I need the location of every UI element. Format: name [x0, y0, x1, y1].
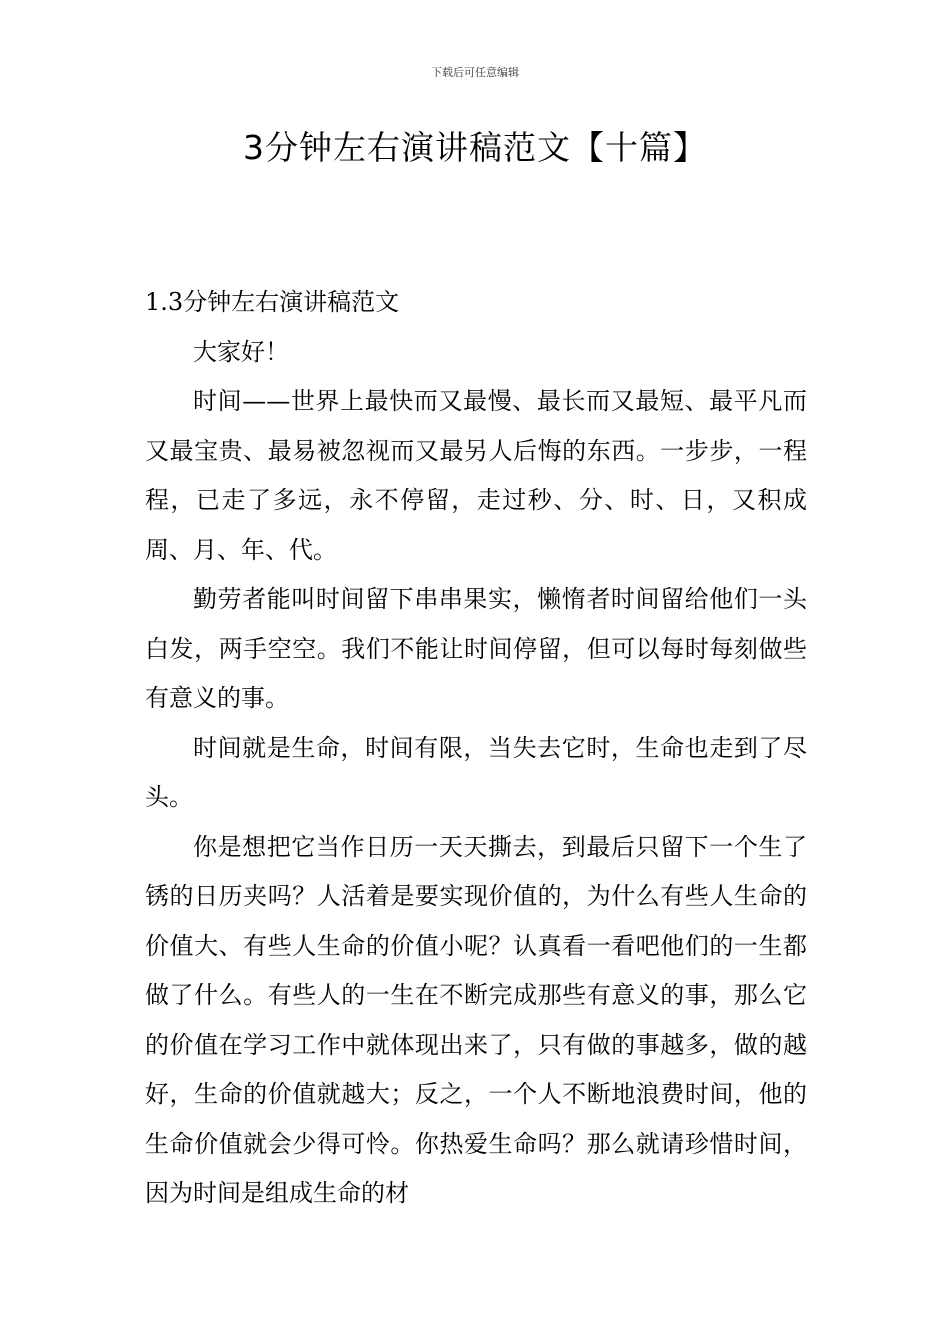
header-note: 下载后可任意编辑: [431, 66, 519, 79]
paragraph: 你是想把它当作日历一天天撕去，到最后只留下一个生了锈的日历夹吗？人活着是要实现价值的，为什么有些人生命的价值大、有些人生命的价值小呢？认真看一看吧他们的一生都做了什么。有些人的一生在不断完成那些有意义的事，那么它的价值在学习工作中就体现出来了，只有做的事越多，做的越好，生命的价值就越大；反之，一个人不断地浪费时间，他的生命价值就会少得可怜。你热爱生命吗？那么就请珍惜时间，因为时间是组成生命的材: [145, 832, 807, 1207]
paragraph: 时间——世界上最快而又最慢、最长而又最短、最平凡而又最宝贵、最易被忽视而又最另人后悔的东西。一步步，一程程，已走了多远，永不停留，走过秒、分、时、日，又积成周、月、年、代。: [145, 387, 807, 564]
paragraph: 勤劳者能叫时间留下串串果实，懒惰者时间留给他们一头白发，两手空空。我们不能让时间停留，但可以每时每刻做些有意义的事。: [145, 585, 807, 712]
document-title: 3分钟左右演讲稿范文【十篇】: [243, 128, 707, 167]
paragraph: 时间就是生命，时间有限，当失去它时，生命也走到了尽头。: [145, 733, 807, 811]
paragraph-greeting: 大家好！: [193, 337, 289, 366]
document-body: [145, 278, 807, 1219]
section-heading: 1.3分钟左右演讲稿范文: [145, 288, 400, 316]
